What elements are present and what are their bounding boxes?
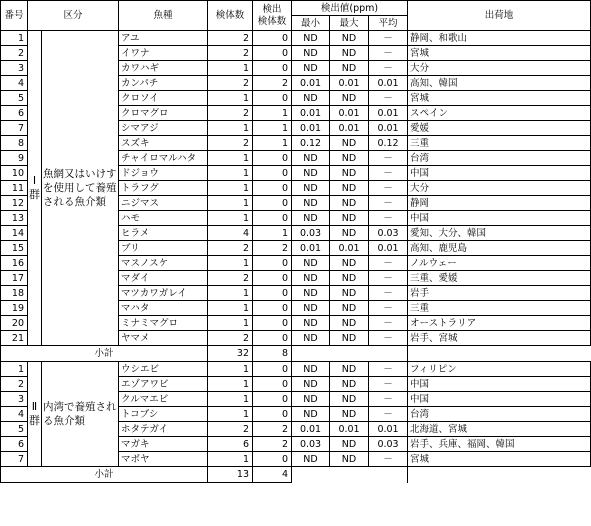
samples-cell: 6 xyxy=(208,437,253,452)
samples-cell: 1 xyxy=(208,316,253,331)
subtotal-samples: 32 xyxy=(208,346,253,362)
detected-cell: 0 xyxy=(253,392,292,407)
detected-cell: 0 xyxy=(253,256,292,271)
header-species: 魚種 xyxy=(119,1,208,31)
max-cell: ND xyxy=(330,211,369,226)
avg-cell: － xyxy=(369,407,408,422)
samples-cell: 1 xyxy=(208,166,253,181)
min-cell: ND xyxy=(292,392,330,407)
subtotal-row xyxy=(1,467,591,483)
subtotal-row xyxy=(1,346,591,362)
detected-cell: 0 xyxy=(253,166,292,181)
row-no: 3 xyxy=(1,61,28,76)
detected-cell: 1 xyxy=(253,226,292,241)
min-cell: ND xyxy=(292,331,330,346)
detected-cell: 2 xyxy=(253,76,292,91)
species-cell: マスノスケ xyxy=(119,256,208,271)
origin-cell: 静岡、和歌山 xyxy=(408,31,591,46)
group1-body xyxy=(1,31,591,362)
samples-cell: 1 xyxy=(208,286,253,301)
origin-cell: スペイン xyxy=(408,106,591,121)
row-no: 14 xyxy=(1,226,28,241)
origin-cell: 大分 xyxy=(408,181,591,196)
origin-cell: 中国 xyxy=(408,166,591,181)
max-cell: 0.01 xyxy=(330,241,369,256)
min-cell: ND xyxy=(292,46,330,61)
avg-cell: － xyxy=(369,301,408,316)
table-row xyxy=(1,362,591,377)
samples-cell: 1 xyxy=(208,151,253,166)
species-cell: カワハギ xyxy=(119,61,208,76)
detected-cell: 0 xyxy=(253,31,292,46)
detected-cell: 0 xyxy=(253,151,292,166)
min-cell: ND xyxy=(292,256,330,271)
header-avg: 平均 xyxy=(369,16,408,31)
avg-cell: 0.03 xyxy=(369,226,408,241)
min-cell: ND xyxy=(292,211,330,226)
origin-cell: 中国 xyxy=(408,392,591,407)
row-no: 5 xyxy=(1,422,28,437)
header-max: 最大 xyxy=(330,16,369,31)
origin-cell: ノルウェー xyxy=(408,256,591,271)
max-cell: 0.01 xyxy=(330,76,369,91)
max-cell: ND xyxy=(330,31,369,46)
avg-cell: － xyxy=(369,211,408,226)
max-cell: 0.01 xyxy=(330,106,369,121)
species-cell: マハタ xyxy=(119,301,208,316)
min-cell: 0.01 xyxy=(292,76,330,91)
header-no: 番号 xyxy=(1,1,28,31)
origin-cell: 大分 xyxy=(408,61,591,76)
max-cell: ND xyxy=(330,286,369,301)
row-no: 21 xyxy=(1,331,28,346)
samples-cell: 1 xyxy=(208,196,253,211)
group-label: Ⅰ 群 xyxy=(28,31,42,346)
min-cell: ND xyxy=(292,31,330,46)
origin-cell: 中国 xyxy=(408,211,591,226)
row-no: 6 xyxy=(1,437,28,452)
species-cell: トラフグ xyxy=(119,181,208,196)
header-samples: 検体数 xyxy=(208,1,253,31)
samples-cell: 1 xyxy=(208,256,253,271)
detected-cell: 1 xyxy=(253,136,292,151)
min-cell: ND xyxy=(292,61,330,76)
min-cell: 0.01 xyxy=(292,241,330,256)
samples-cell: 2 xyxy=(208,106,253,121)
table-row xyxy=(1,31,591,46)
row-no: 19 xyxy=(1,301,28,316)
row-no: 5 xyxy=(1,91,28,106)
detected-cell: 0 xyxy=(253,452,292,467)
max-cell: 0.01 xyxy=(330,121,369,136)
detected-cell: 0 xyxy=(253,91,292,106)
origin-cell: 宮城 xyxy=(408,452,591,467)
subtotal-samples: 13 xyxy=(208,467,253,483)
avg-cell: － xyxy=(369,181,408,196)
row-no: 3 xyxy=(1,392,28,407)
samples-cell: 2 xyxy=(208,136,253,151)
samples-cell: 1 xyxy=(208,407,253,422)
species-cell: カンパチ xyxy=(119,76,208,91)
min-cell: ND xyxy=(292,286,330,301)
species-cell: チャイロマルハタ xyxy=(119,151,208,166)
avg-cell: － xyxy=(369,362,408,377)
samples-cell: 2 xyxy=(208,271,253,286)
row-no: 2 xyxy=(1,46,28,61)
detected-cell: 1 xyxy=(253,106,292,121)
subtotal-detected: 8 xyxy=(253,346,292,362)
species-cell: ハモ xyxy=(119,211,208,226)
samples-cell: 1 xyxy=(208,362,253,377)
origin-cell: 三重 xyxy=(408,136,591,151)
max-cell: ND xyxy=(330,181,369,196)
origin-cell: 宮城 xyxy=(408,91,591,106)
row-no: 4 xyxy=(1,76,28,91)
origin-cell: 岩手、兵庫、福岡、韓国 xyxy=(408,437,591,452)
row-no: 16 xyxy=(1,256,28,271)
species-cell: ホタテガイ xyxy=(119,422,208,437)
samples-cell: 2 xyxy=(208,46,253,61)
avg-cell: － xyxy=(369,151,408,166)
origin-cell: 台湾 xyxy=(408,407,591,422)
row-no: 7 xyxy=(1,121,28,136)
avg-cell: － xyxy=(369,392,408,407)
max-cell: ND xyxy=(330,61,369,76)
origin-cell: 台湾 xyxy=(408,151,591,166)
avg-cell: － xyxy=(369,377,408,392)
min-cell: 0.03 xyxy=(292,226,330,241)
avg-cell: － xyxy=(369,316,408,331)
avg-cell: 0.01 xyxy=(369,106,408,121)
samples-cell: 1 xyxy=(208,121,253,136)
max-cell: ND xyxy=(330,151,369,166)
max-cell: ND xyxy=(330,437,369,452)
avg-cell: 0.01 xyxy=(369,422,408,437)
samples-cell: 1 xyxy=(208,452,253,467)
row-no: 9 xyxy=(1,151,28,166)
row-no: 2 xyxy=(1,377,28,392)
samples-cell: 4 xyxy=(208,226,253,241)
max-cell: ND xyxy=(330,301,369,316)
max-cell: ND xyxy=(330,392,369,407)
row-no: 10 xyxy=(1,166,28,181)
group2-body xyxy=(1,362,591,483)
avg-cell: － xyxy=(369,46,408,61)
min-cell: ND xyxy=(292,151,330,166)
origin-cell: オーストラリア xyxy=(408,316,591,331)
detected-cell: 0 xyxy=(253,316,292,331)
min-cell: 0.01 xyxy=(292,422,330,437)
max-cell: ND xyxy=(330,271,369,286)
origin-cell: 三重、愛媛 xyxy=(408,271,591,286)
detected-cell: 1 xyxy=(253,121,292,136)
detected-cell: 2 xyxy=(253,422,292,437)
origin-cell: 北海道、宮城 xyxy=(408,422,591,437)
species-cell: ブリ xyxy=(119,241,208,256)
avg-cell: － xyxy=(369,31,408,46)
min-cell: ND xyxy=(292,196,330,211)
species-cell: クルマエビ xyxy=(119,392,208,407)
species-cell: アユ xyxy=(119,31,208,46)
avg-cell: － xyxy=(369,286,408,301)
max-cell: ND xyxy=(330,407,369,422)
min-cell: ND xyxy=(292,91,330,106)
samples-cell: 1 xyxy=(208,91,253,106)
species-cell: ドジョウ xyxy=(119,166,208,181)
origin-cell: 愛知、大分、韓国 xyxy=(408,226,591,241)
detected-cell: 0 xyxy=(253,286,292,301)
max-cell: ND xyxy=(330,46,369,61)
samples-cell: 1 xyxy=(208,301,253,316)
min-cell: ND xyxy=(292,181,330,196)
origin-cell: 岩手 xyxy=(408,286,591,301)
min-cell: 0.01 xyxy=(292,106,330,121)
avg-cell: － xyxy=(369,271,408,286)
detected-cell: 0 xyxy=(253,196,292,211)
row-no: 7 xyxy=(1,452,28,467)
avg-cell: － xyxy=(369,196,408,211)
max-cell: ND xyxy=(330,91,369,106)
avg-cell: 0.01 xyxy=(369,121,408,136)
species-cell: ニジマス xyxy=(119,196,208,211)
min-cell: ND xyxy=(292,362,330,377)
samples-cell: 2 xyxy=(208,31,253,46)
avg-cell: － xyxy=(369,452,408,467)
detected-cell: 0 xyxy=(253,61,292,76)
detected-cell: 0 xyxy=(253,211,292,226)
min-cell: 0.01 xyxy=(292,121,330,136)
avg-cell: 0.12 xyxy=(369,136,408,151)
subtotal-label: 小計 xyxy=(1,346,208,362)
subtotal-label: 小計 xyxy=(1,467,208,483)
subtotal-empty xyxy=(292,346,408,362)
max-cell: ND xyxy=(330,136,369,151)
row-no: 1 xyxy=(1,31,28,46)
row-no: 12 xyxy=(1,196,28,211)
max-cell: ND xyxy=(330,316,369,331)
row-no: 17 xyxy=(1,271,28,286)
avg-cell: 0.03 xyxy=(369,437,408,452)
species-cell: トコブシ xyxy=(119,407,208,422)
max-cell: ND xyxy=(330,331,369,346)
species-cell: マダイ xyxy=(119,271,208,286)
species-cell: ウシエビ xyxy=(119,362,208,377)
avg-cell: － xyxy=(369,61,408,76)
avg-cell: － xyxy=(369,91,408,106)
species-cell: マツカワガレイ xyxy=(119,286,208,301)
header-origin: 出荷地 xyxy=(408,1,591,31)
detected-cell: 0 xyxy=(253,362,292,377)
origin-cell: 宮城 xyxy=(408,46,591,61)
origin-cell: 岩手、宮城 xyxy=(408,331,591,346)
species-cell: イワナ xyxy=(119,46,208,61)
samples-cell: 1 xyxy=(208,392,253,407)
species-cell: スズキ xyxy=(119,136,208,151)
detected-cell: 0 xyxy=(253,181,292,196)
species-cell: エゾアワビ xyxy=(119,377,208,392)
samples-cell: 1 xyxy=(208,181,253,196)
species-cell: シマアジ xyxy=(119,121,208,136)
avg-cell: 0.01 xyxy=(369,241,408,256)
row-no: 18 xyxy=(1,286,28,301)
row-no: 1 xyxy=(1,362,28,377)
species-cell: ヒラメ xyxy=(119,226,208,241)
max-cell: 0.01 xyxy=(330,422,369,437)
avg-cell: 0.01 xyxy=(369,76,408,91)
row-no: 4 xyxy=(1,407,28,422)
row-no: 13 xyxy=(1,211,28,226)
samples-cell: 1 xyxy=(208,377,253,392)
avg-cell: － xyxy=(369,166,408,181)
group-label: Ⅱ 群 xyxy=(28,362,42,467)
species-cell: クロソイ xyxy=(119,91,208,106)
row-no: 20 xyxy=(1,316,28,331)
samples-cell: 2 xyxy=(208,331,253,346)
detected-cell: 2 xyxy=(253,241,292,256)
detected-cell: 0 xyxy=(253,331,292,346)
species-cell: ミナミマグロ xyxy=(119,316,208,331)
max-cell: ND xyxy=(330,256,369,271)
subtotal-empty xyxy=(408,346,591,362)
origin-cell: 高知、鹿児島 xyxy=(408,241,591,256)
min-cell: 0.12 xyxy=(292,136,330,151)
origin-cell: 愛媛 xyxy=(408,121,591,136)
max-cell: ND xyxy=(330,166,369,181)
detected-cell: 0 xyxy=(253,377,292,392)
group-description: 内湾で養殖される魚介類 xyxy=(42,362,119,467)
row-no: 11 xyxy=(1,181,28,196)
detected-cell: 0 xyxy=(253,407,292,422)
min-cell: ND xyxy=(292,316,330,331)
detected-cell: 0 xyxy=(253,46,292,61)
header-category: 区分 xyxy=(28,1,119,31)
row-no: 15 xyxy=(1,241,28,256)
min-cell: ND xyxy=(292,407,330,422)
min-cell: 0.03 xyxy=(292,437,330,452)
subtotal-empty xyxy=(292,467,408,483)
group-description: 魚網又はいけすを使用して養殖される魚介類 xyxy=(42,31,119,346)
header-min: 最小 xyxy=(292,16,330,31)
max-cell: ND xyxy=(330,377,369,392)
detected-cell: 2 xyxy=(253,437,292,452)
samples-cell: 2 xyxy=(208,241,253,256)
samples-cell: 1 xyxy=(208,61,253,76)
header-detected-samples: 検出 検体数 xyxy=(253,1,292,31)
samples-cell: 2 xyxy=(208,422,253,437)
min-cell: ND xyxy=(292,452,330,467)
max-cell: ND xyxy=(330,452,369,467)
max-cell: ND xyxy=(330,226,369,241)
avg-cell: － xyxy=(369,256,408,271)
row-no: 6 xyxy=(1,106,28,121)
subtotal-detected: 4 xyxy=(253,467,292,483)
avg-cell: － xyxy=(369,331,408,346)
origin-cell: フィリピン xyxy=(408,362,591,377)
species-cell: マボヤ xyxy=(119,452,208,467)
detected-cell: 0 xyxy=(253,271,292,286)
max-cell: ND xyxy=(330,196,369,211)
samples-cell: 1 xyxy=(208,211,253,226)
origin-cell: 高知、韓国 xyxy=(408,76,591,91)
row-no: 8 xyxy=(1,136,28,151)
origin-cell: 三重 xyxy=(408,301,591,316)
min-cell: ND xyxy=(292,271,330,286)
detected-cell: 0 xyxy=(253,301,292,316)
species-cell: マガキ xyxy=(119,437,208,452)
subtotal-empty xyxy=(408,467,591,483)
species-cell: ヤマメ xyxy=(119,331,208,346)
origin-cell: 中国 xyxy=(408,377,591,392)
min-cell: ND xyxy=(292,301,330,316)
max-cell: ND xyxy=(330,362,369,377)
origin-cell: 静岡 xyxy=(408,196,591,211)
min-cell: ND xyxy=(292,166,330,181)
min-cell: ND xyxy=(292,377,330,392)
header-values-group: 検出値(ppm) xyxy=(292,1,408,16)
samples-cell: 2 xyxy=(208,76,253,91)
species-cell: クロマグロ xyxy=(119,106,208,121)
